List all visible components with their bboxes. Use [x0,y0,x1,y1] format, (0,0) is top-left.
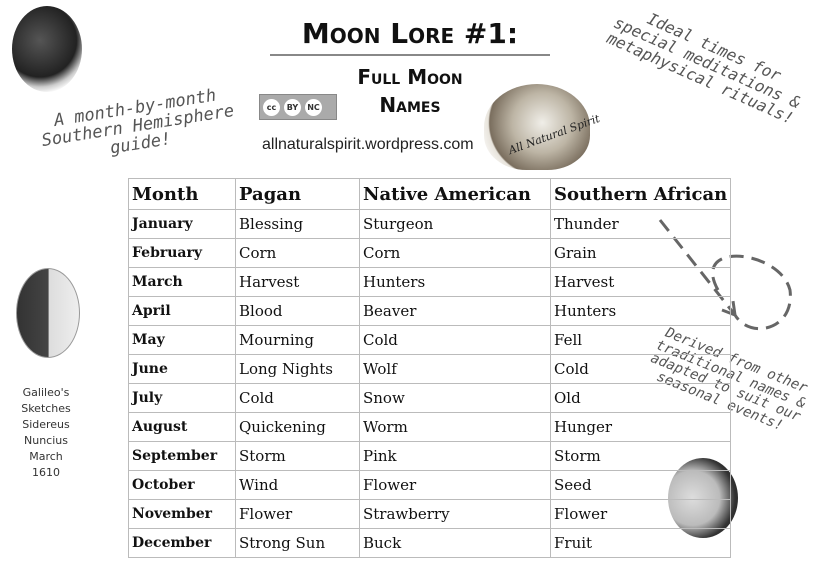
moon-name-cell: Flower [236,500,360,529]
nc-icon: NC [305,99,322,116]
moon-name-cell: Grain [551,239,731,268]
website-url: allnaturalspirit.wordpress.com [262,136,474,153]
moon-name-cell: Cold [360,326,551,355]
moon-name-cell: Wind [236,471,360,500]
moon-name-cell: Seed [551,471,731,500]
column-header: Month [129,179,236,210]
table-row [129,268,731,297]
moon-name-cell: Cold [551,355,731,384]
moon-name-cell: Old [551,384,731,413]
table-row [129,529,731,558]
moon-name-cell: Snow [360,384,551,413]
month-cell: January [129,210,236,239]
month-cell: May [129,326,236,355]
moon-name-cell: Fruit [551,529,731,558]
caption-line: Galileo's Sketches [21,386,71,415]
month-cell: February [129,239,236,268]
moon-name-cell: Pink [360,442,551,471]
month-cell: March [129,268,236,297]
subtitle-line-2: Names [379,93,441,117]
moon-name-cell: Storm [551,442,731,471]
table-row [129,239,731,268]
table-header-row [129,179,731,210]
month-cell: August [129,413,236,442]
month-cell: June [129,355,236,384]
table-row [129,297,731,326]
month-cell: October [129,471,236,500]
moon-name-cell: Corn [360,239,551,268]
table-row [129,326,731,355]
moon-name-cell: Quickening [236,413,360,442]
full-moon-names-table [128,178,731,558]
moon-name-cell: Flower [360,471,551,500]
moon-name-cell: Wolf [360,355,551,384]
cc-icon: cc [263,99,280,116]
moon-name-cell: Harvest [236,268,360,297]
moon-name-cell: Worm [360,413,551,442]
caption-line: March [29,450,63,463]
column-header: Southern African [551,179,731,210]
logo-text: All Natural Spirit [506,111,602,158]
moon-name-cell: Hunters [551,297,731,326]
moon-name-cell: Corn [236,239,360,268]
month-cell: December [129,529,236,558]
moon-name-cell: Strong Sun [236,529,360,558]
moon-name-cell: Hunters [360,268,551,297]
moon-name-cell: Blessing [236,210,360,239]
moon-name-cell: Thunder [551,210,731,239]
moon-name-cell: Strawberry [360,500,551,529]
moon-name-cell: Cold [236,384,360,413]
moon-name-cell: Fell [551,326,731,355]
galileo-caption [0,385,92,481]
moon-name-cell: Beaver [360,297,551,326]
moon-name-cell: Hunger [551,413,731,442]
column-header: Native American [360,179,551,210]
table-row [129,471,731,500]
page-title: Moon Lore #1: [270,16,550,56]
moon-sketch-left [16,268,80,358]
moon-name-cell: Flower [551,500,731,529]
table-row [129,413,731,442]
by-icon: BY [284,99,301,116]
moon-name-cell: Mourning [236,326,360,355]
table-row [129,355,731,384]
month-cell: November [129,500,236,529]
moon-name-cell: Buck [360,529,551,558]
column-header: Pagan [236,179,360,210]
note-left: A month-by-month Southern Hemisphere guide! [40,85,236,159]
moon-name-cell: Long Nights [236,355,360,384]
table-row [129,210,731,239]
caption-line: Sidereus Nuncius [22,418,70,447]
note-right-top: Ideal times for special meditations & metaphysical rituals! [604,8,804,128]
table-row [129,500,731,529]
creative-commons-badge [259,94,337,120]
caption-line: 1610 [32,466,60,479]
note-right-bottom: Derived from other traditional names & adapted to suit our seasonal events! [648,324,810,435]
table-row [129,384,731,413]
subtitle-line-1: Full Moon [357,65,463,89]
moon-name-cell: Harvest [551,268,731,297]
moon-name-cell: Blood [236,297,360,326]
moon-name-cell: Sturgeon [360,210,551,239]
table-row [129,442,731,471]
moon-sketch-top-left [12,6,82,92]
month-cell: April [129,297,236,326]
month-cell: September [129,442,236,471]
moon-name-cell: Storm [236,442,360,471]
month-cell: July [129,384,236,413]
